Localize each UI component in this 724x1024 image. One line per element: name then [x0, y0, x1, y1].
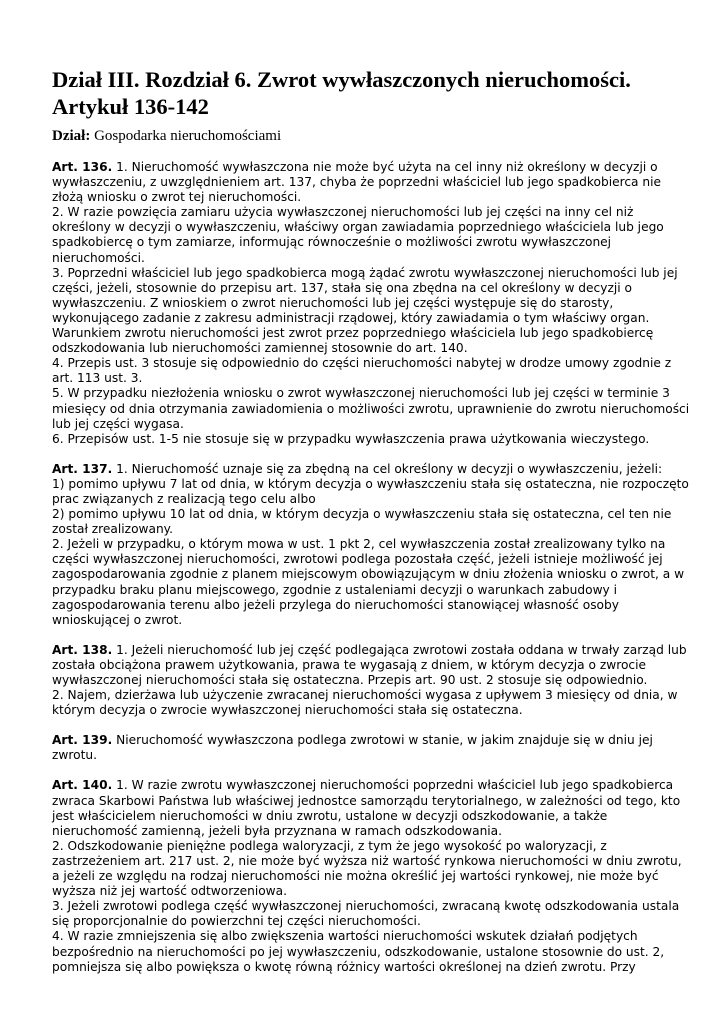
article-number: Art. 139. — [52, 733, 113, 748]
article-paragraph — [52, 266, 692, 357]
article-block — [52, 160, 692, 447]
article-number: Art. 140. — [52, 778, 113, 793]
section-meta — [52, 127, 692, 145]
article-paragraph — [52, 643, 692, 688]
page-title — [52, 66, 692, 120]
article-paragraph-text: 2) pomimo upływu 10 lat od dnia, w którym decyzja o wywłaszczeniu stała się ostateczna, cel ten nie został zrealizowany. — [52, 507, 672, 537]
article-paragraph-text: 4. W razie zmniejszenia się albo zwiększenia wartości nieruchomości wskutek działań podjętych bezpośrednio na nieruchomości po jej wywłaszczeniu, odszkodowanie, ustalone stosownie do ust. 2, pomniejsza się albo powiększa o kwotę równą różnicy wartości określonej na dzień zwrotu. Przy — [52, 929, 665, 974]
article-paragraph — [52, 386, 692, 431]
article-paragraph-text: 2. Odszkodowanie pieniężne podlega waloryzacji, z tym że jego wysokość po waloryzacji, z zastrzeżeniem art. 217 ust. 2, nie może być wyższa niż wartość rynkowa nieruchomości w dniu zwrotu, a jeżeli ze względu na rodzaj nieruchomości nie można określić jej wartości rynkowej, nie może być wyższa niż jej wartość odtworzeniowa. — [52, 838, 682, 899]
article-paragraph — [52, 839, 692, 899]
article-paragraph — [52, 899, 692, 929]
article-paragraph-text: 1) pomimo upływu 7 lat od dnia, w którym decyzja o wywłaszczeniu stała się ostateczna, nie rozpoczęto prac związanych z realizacją tego celu albo — [52, 476, 689, 506]
article-paragraph — [52, 733, 692, 763]
article-paragraph-text: 1. Jeżeli nieruchomość lub jej część podlegająca zwrotowi została oddana w trwały zarząd lub została obciążona prawem użytkowania, prawa te wygasają z dniem, w którym decyzja o zwrocie wywłaszczonej nieruchomości stała się ostateczna. Przepis art. 90 ust. 2 stosuje się odpowiednio. — [52, 642, 687, 687]
article-paragraph — [52, 507, 692, 537]
article-paragraph-text: 2. Najem, dzierżawa lub użyczenie zwracanej nieruchomości wygasa z upływem 3 miesięcy od dnia, w którym decyzja o zwrocie wywłaszczonej nieruchomości stała się ostateczna. — [52, 688, 678, 718]
article-number: Art. 137. — [52, 461, 113, 476]
article-block — [52, 643, 692, 718]
article-paragraph — [52, 356, 692, 386]
article-number: Art. 138. — [52, 642, 113, 657]
article-paragraph — [52, 778, 692, 838]
articles-list — [52, 160, 692, 975]
article-paragraph — [52, 160, 692, 205]
document-page — [52, 66, 692, 990]
article-paragraph-text: 3. Jeżeli zwrotowi podlega część wywłaszczonej nieruchomości, zwracaną kwotę odszkodowania ustala się proporcjonalnie do powierzchni tej części nieruchomości. — [52, 899, 680, 929]
article-number: Art. 136. — [52, 160, 113, 174]
article-paragraph-text: 5. W przypadku niezłożenia wniosku o zwrot wywłaszczonej nieruchomości lub jej części w terminie 3 miesięcy od dnia otrzymania zawiadomienia o możliwości zwrotu, uprawnienie do zwrotu nieruchomości lub jej części wygasa. — [52, 386, 690, 431]
article-paragraph-text: 2. W razie powzięcia zamiaru użycia wywłaszczonej nieruchomości lub jej części na inny cel niż określony w decyzji o wywłaszczeniu, właściwy organ zawiadamia poprzedniego właściciela lub jego spadkobiercę o tym zamiarze, informując równocześnie o możliwości zwrotu wywłaszczonej nieruchomości. — [52, 205, 664, 265]
article-paragraph — [52, 462, 692, 477]
article-block — [52, 778, 692, 974]
article-paragraph-text: 6. Przepisów ust. 1-5 nie stosuje się w przypadku wywłaszczenia prawa użytkowania wieczystego. — [52, 431, 650, 446]
article-paragraph — [52, 205, 692, 265]
page-title-line-2: Artykuł 136-142 — [52, 94, 209, 119]
article-paragraph — [52, 432, 692, 447]
article-paragraph-text: 1. Nieruchomość wywłaszczona nie może być użyta na cel inny niż określony w decyzji o wywłaszczeniu, z uwzględnieniem art. 137, chyba że poprzedni właściciel lub jego spadkobierca nie złożą wniosku o zwrot tej nieruchomości. — [52, 160, 661, 205]
article-paragraph-text: 2. Jeżeli w przypadku, o którym mowa w ust. 1 pkt 2, cel wywłaszczenia został zrealizowany tylko na części wywłaszczonej nieruchomości, zwrotowi podlega pozostała część, jeżeli istnieje możliwość jej zagospodarowania zgodnie z planem miejscowym obowiązującym w dniu złożenia wniosku o zwrot, a w przypadku braku planu miejscowego, zgodnie z ustaleniami decyzji o warunkach zabudowy i zagospodarowania terenu albo jeżeli przylega do nieruchomości stanowiącej własność osoby wnioskującej o zwrot. — [52, 537, 685, 627]
article-paragraph — [52, 929, 692, 974]
article-paragraph-text: 4. Przepis ust. 3 stosuje się odpowiednio do części nieruchomości nabytej w drodze umowy zgodnie z art. 113 ust. 3. — [52, 356, 672, 386]
article-block — [52, 733, 692, 763]
page-title-line-1: Dział III. Rozdział 6. Zwrot wywłaszczonych nieruchomości. — [52, 67, 631, 92]
section-label: Dział: — [52, 128, 91, 144]
section-value: Gospodarka nieruchomościami — [94, 128, 282, 144]
article-paragraph-text: 3. Poprzedni właściciel lub jego spadkobierca mogą żądać zwrotu wywłaszczonej nieruchomości lub jej części, jeżeli, stosownie do przepisu art. 137, stała się ona zbędna na cel określony w decyzji o wywłaszczeniu. Z wnioskiem o zwrot nieruchomości lub jej części występuje się do starosty, wykonującego zadanie z zakresu administracji rządowej, który zawiadamia o tym właściwy organ. Warunkiem zwrotu nieruchomości jest zwrot przez poprzedniego właściciela lub jego spadkobiercę odszkodowania lub nieruchomości zamiennej stosownie do art. 140. — [52, 265, 678, 356]
article-paragraph — [52, 537, 692, 628]
article-paragraph-text: 1. W razie zwrotu wywłaszczonej nieruchomości poprzedni właściciel lub jego spadkobierca zwraca Skarbowi Państwa lub właściwej jednostce samorządu terytorialnego, w zależności od tego, kto jest właścicielem nieruchomości w dniu zwrotu, ustalone w decyzji odszkodowanie, a także nieruchomość zamienną, jeżeli była przyznana w ramach odszkodowania. — [52, 778, 681, 838]
article-paragraph — [52, 477, 692, 507]
article-paragraph-text: Nieruchomość wywłaszczona podlega zwrotowi w stanie, w jakim znajduje się w dniu jej zwrotu. — [52, 733, 653, 763]
article-paragraph — [52, 688, 692, 718]
article-block — [52, 462, 692, 628]
article-paragraph-text: 1. Nieruchomość uznaje się za zbędną na cel określony w decyzji o wywłaszczeniu, jeżeli: — [116, 461, 663, 476]
